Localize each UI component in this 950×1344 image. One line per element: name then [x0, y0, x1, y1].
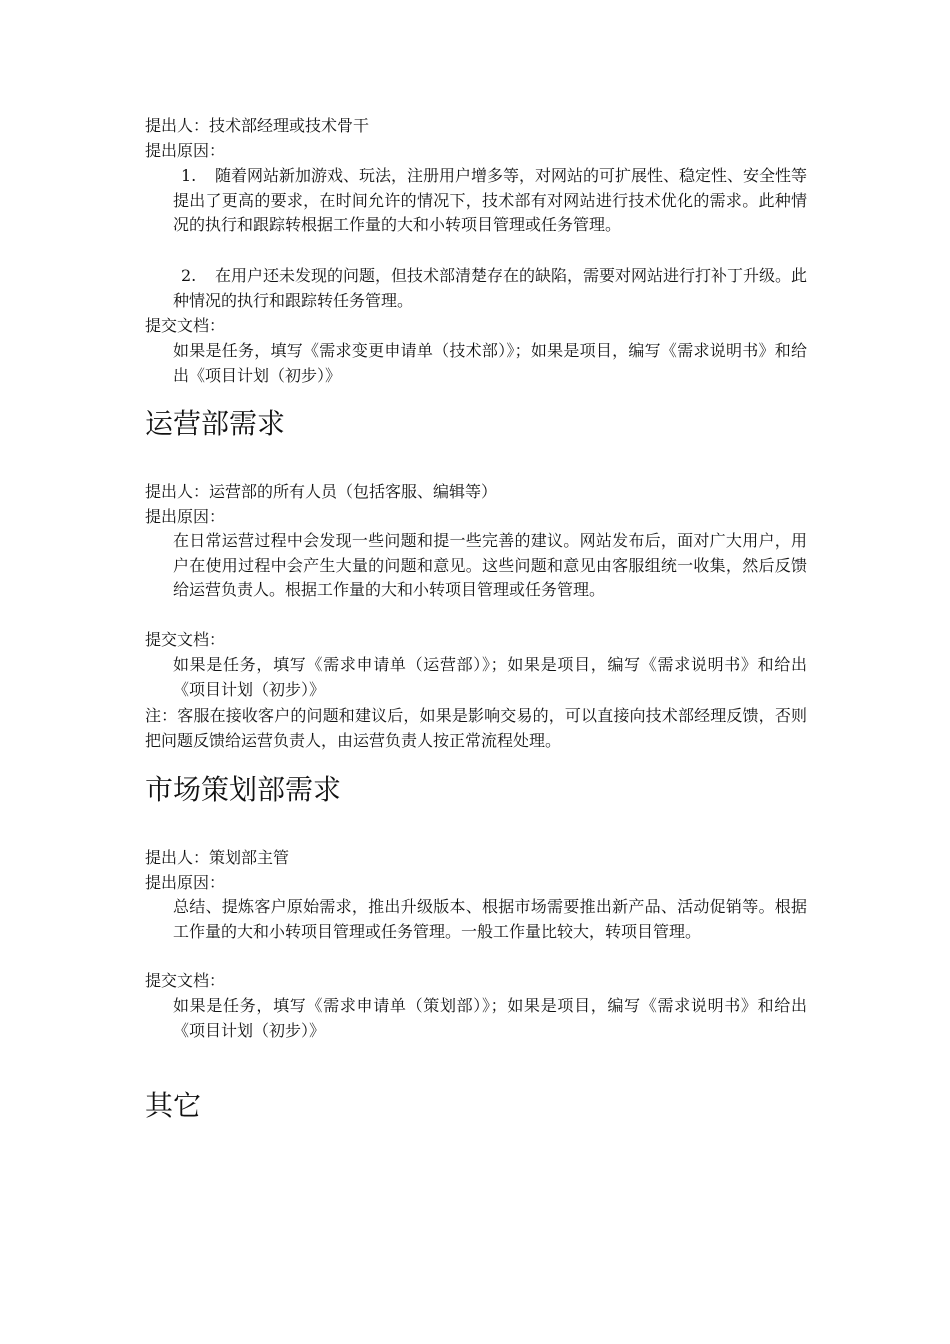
ops-docs-text: 如果是任务，填写《需求申请单（运营部）》；如果是项目，编写《需求说明书》和给出《项目计划（初步）》: [173, 655, 807, 699]
market-reason-text: 总结、提炼客户原始需求，推出升级版本、根据市场需要推出新产品、活动促销等。根据工作量的大和小转项目管理或任务管理。一般工作量比较大，转项目管理。: [173, 897, 807, 941]
market-docs-text: 如果是任务，填写《需求申请单（策划部）》；如果是项目，编写《需求说明书》和给出《项目计划（初步）》: [173, 996, 807, 1040]
market-heading: 市场策划部需求: [145, 773, 342, 806]
market-docs-label: 提交文档：: [145, 971, 226, 990]
ops-proposer: 提出人：运营部的所有人员（包括客服、编辑等）: [145, 482, 498, 501]
market-reason-label: 提出原因：: [145, 873, 226, 892]
tech-proposer: 提出人：技术部经理或技术骨干: [145, 116, 370, 135]
list-text: 随着网站新加游戏、玩法，注册用户增多等，对网站的可扩展性、稳定性、安全性等提出了更高的要求，在时间允许的情况下，技术部有对网站进行技术优化的需求。此种情况的执行和跟踪转根据工作量的大和小转项目管理或任务管理。: [173, 166, 808, 234]
other-heading: 其它: [145, 1089, 202, 1122]
tech-docs-text: 如果是任务，填写《需求变更申请单（技术部）》；如果是项目，编写《需求说明书》和给出《项目计划（初步）》: [173, 341, 807, 385]
tech-reason-item-2: [173, 264, 807, 313]
tech-docs-label: 提交文档：: [145, 316, 226, 335]
ops-reason-label: 提出原因：: [145, 507, 226, 526]
list-number: 1.: [181, 166, 197, 185]
ops-heading: 运营部需求: [145, 407, 286, 440]
list-number: 2.: [181, 266, 197, 285]
ops-note: 注：客服在接收客户的问题和建议后，如果是影响交易的，可以直接向技术部经理反馈，否则把问题反馈给运营负责人，由运营负责人按正常流程处理。: [145, 706, 807, 750]
ops-reason-text: 在日常运营过程中会发现一些问题和提一些完善的建议。网站发布后，面对广大用户，用户在使用过程中会产生大量的问题和意见。这些问题和意见由客服组统一收集，然后反馈给运营负责人。根据工作量的大和小转项目管理或任务管理。: [173, 531, 807, 599]
ops-docs-label: 提交文档：: [145, 630, 226, 649]
tech-reason-label: 提出原因：: [145, 141, 226, 160]
market-proposer: 提出人：策划部主管: [145, 848, 290, 867]
tech-reason-item-1: [173, 164, 807, 238]
list-text: 在用户还未发现的问题，但技术部清楚存在的缺陷，需要对网站进行打补丁升级。此种情况的执行和跟踪转任务管理。: [173, 266, 808, 310]
